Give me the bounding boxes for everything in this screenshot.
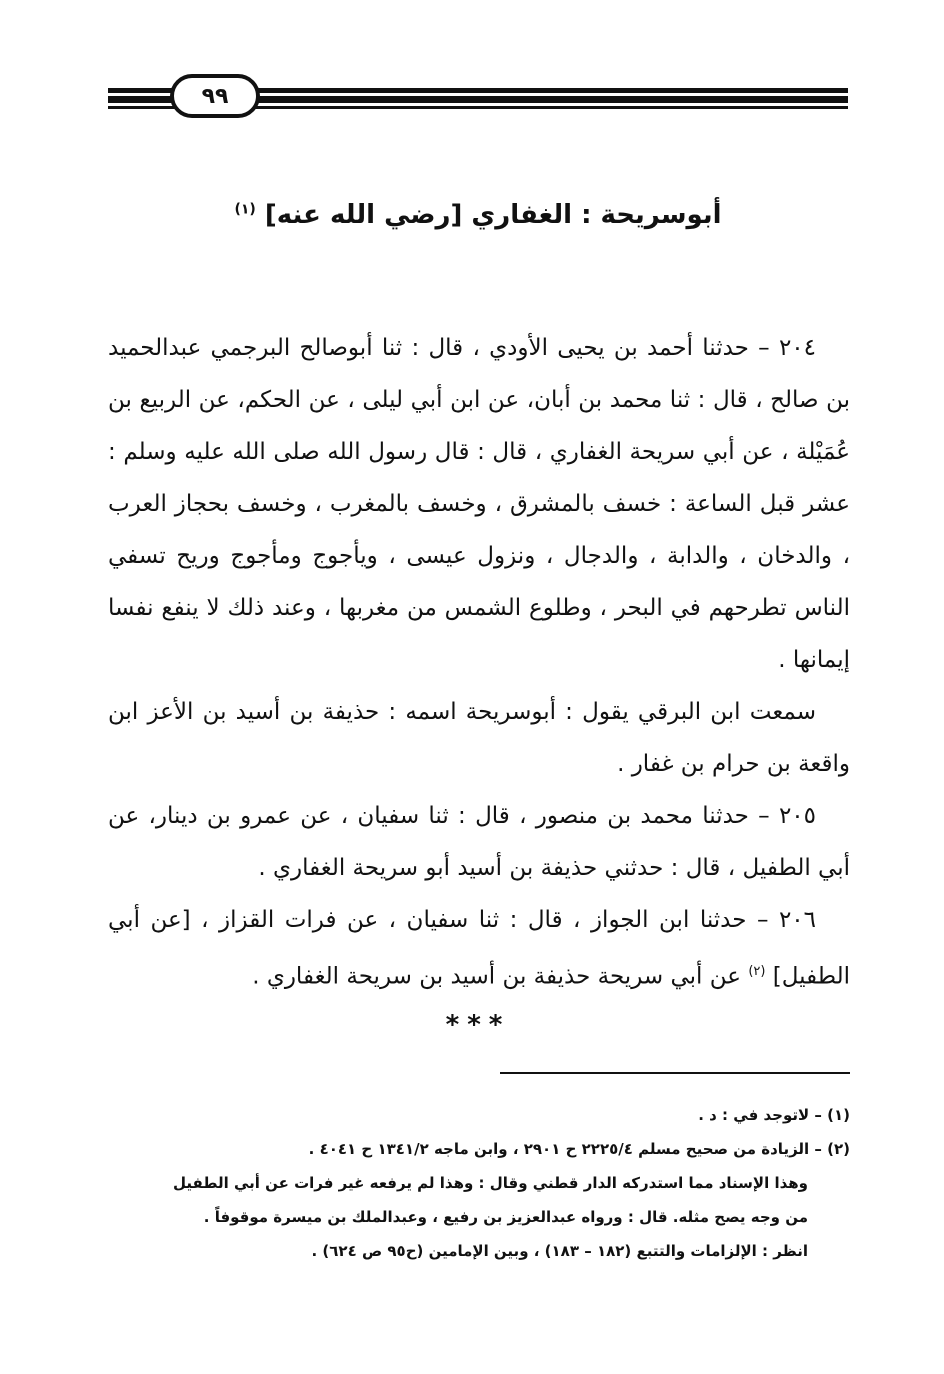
hadith-206-text: ٢٠٦ – حدثنا ابن الجواز ، قال : ثنا سفيان ، عن فرات القزاز ، [عن أبي الطفيل] xyxy=(108,907,850,990)
hadith-205: ٢٠٥ – حدثنا محمد بن منصور ، قال : ثنا سفيان ، عن عمرو بن دينار، عن أبي الطفيل ، قال : حدثني حذيفة بن أسيد أبو سريحة الغفاري . xyxy=(108,803,850,881)
title-text: أبوسريحة : الغفاري [رضي الله عنه] xyxy=(264,200,722,230)
main-text xyxy=(108,322,850,1003)
footnote-ref-2: (٢) xyxy=(748,964,766,979)
hadith-206 xyxy=(108,894,850,1003)
footnote-1: (١) – لاتوجد في : د . xyxy=(698,1106,850,1124)
title-footnote-ref: (١) xyxy=(234,201,256,218)
hadith-204: ٢٠٤ – حدثنا أحمد بن يحيى الأودي ، قال : ثنا أبوصالح البرجمي عبدالحميد بن صالح ، قال : ثنا محمد بن أبان، عن ابن أبي ليلى ، عن الحكم، عن الربيع بن عُمَيْلة ، عن أبي سريحة الغفاري ، قال : قال رسول الله صلى الله عليه وسلم : عشر قبل الساعة : خسف بالمشرق ، وخسف بالمغرب ، وخسف بحجاز العرب ، والدخان ، والدابة ، والدجال ، ونزول عيسى ، ويأجوج ومأجوج وريح تسفي الناس تطرحهم في البحر ، وطلوع الشمس من مغربها ، وعند ذلك لا ينفع نفسا إيمانها . xyxy=(108,335,850,673)
footnote-rule xyxy=(500,1072,850,1074)
page-header xyxy=(108,70,848,130)
footnote-2-line: من وجه يصح مثله. قال : ورواه عبدالعزيز بن رفيع ، وعبدالملك بن ميسرة موقوفاً . xyxy=(203,1208,808,1226)
section-title xyxy=(108,200,848,230)
narrator-note: سمعت ابن البرقي يقول : أبوسريحة اسمه : حذيفة بن أسيد بن الأعز ابن واقعة بن حرام بن غفار . xyxy=(108,699,850,777)
section-separator: *** xyxy=(445,1010,511,1040)
footnote-2: (٢) – الزيادة من صحيح مسلم ٢٢٢٥/٤ ح ٢٩٠١ ، وابن ماجه ١٣٤١/٢ ح ٤٠٤١ . xyxy=(308,1140,850,1158)
page-number: ٩٩ xyxy=(170,74,260,118)
footnote-2-line: وهذا الإسناد مما استدركه الدار قطني وقال : وهذا لم يرفعه غير فرات عن أبي الطفيل xyxy=(173,1174,808,1192)
hadith-206-text-cont: عن أبي سريحة حذيفة بن أسيد بن سريحة الغفاري . xyxy=(252,963,741,990)
footnotes xyxy=(108,1098,850,1268)
footnote-2-line: انظر : الإلزامات والتتبع (١٨٢ – ١٨٣) ، وبين الإمامين (ح٩٥ ص ٦٢٤) . xyxy=(311,1242,808,1260)
